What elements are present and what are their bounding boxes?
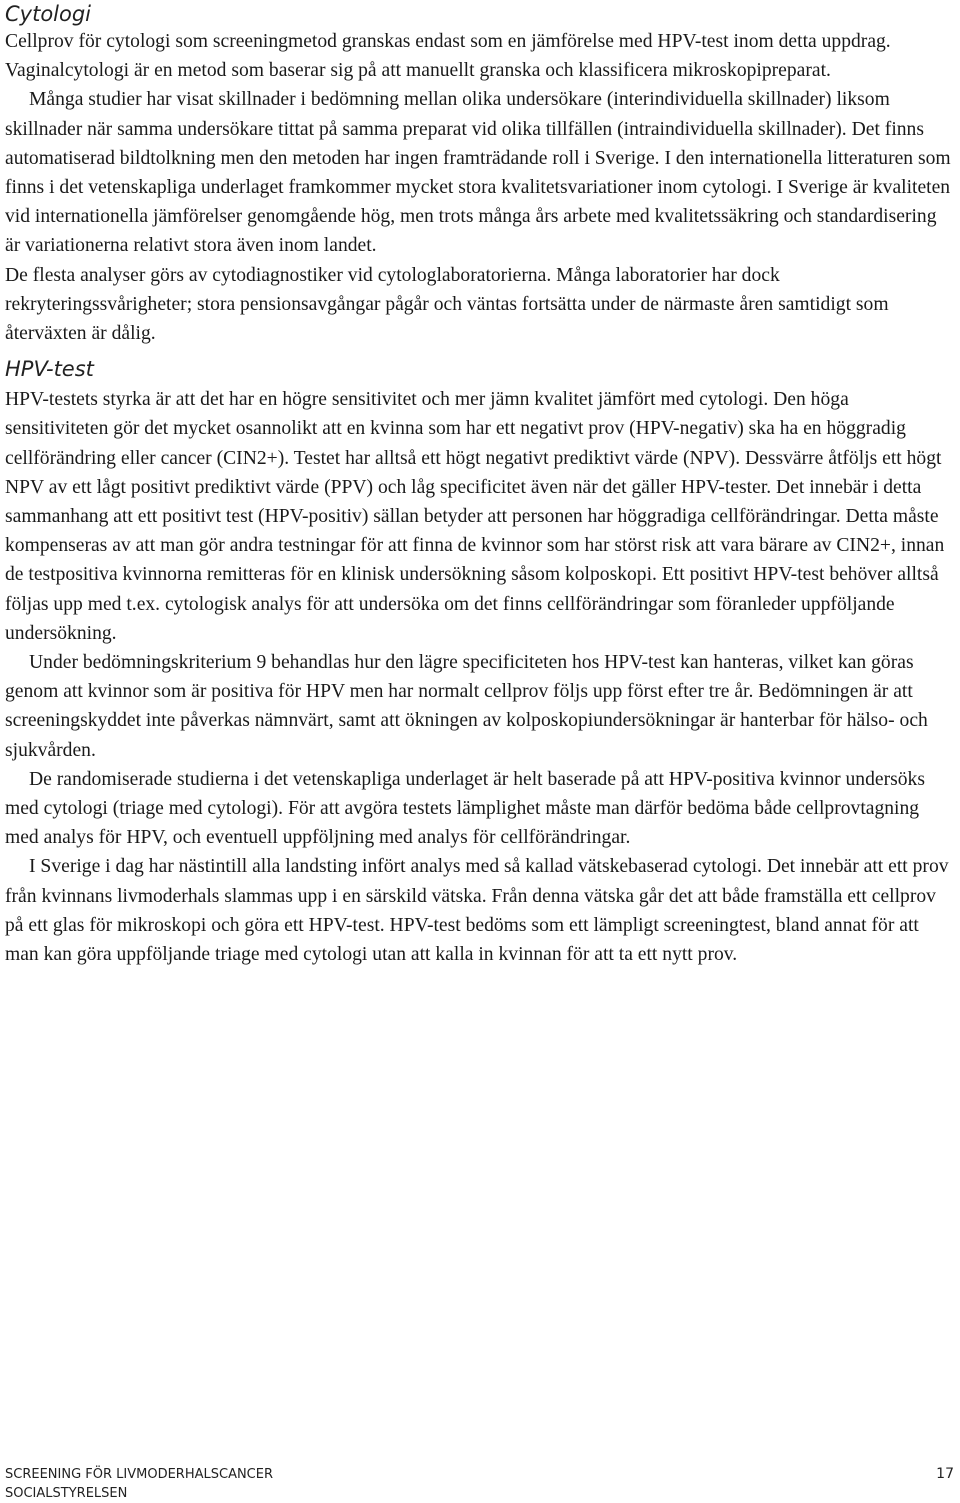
paragraph-hpv-4: I Sverige i dag har nästintill alla landsting infört analys med så kallad vätskebaserad cytologi. Det innebär att ett prov från kvinnans livmoderhals slammas upp i en särskild vätska. Från denna vätska går det att både framställa ett cellprov på ett glas för mikroskopi och göra ett HPV-test. HPV-test bedöms som ett lämpligt screeningtest, bland annat för att man kan göra uppföljande triage med cytologi utan att kalla in kvinnan för att ta ett nytt prov.: [5, 856, 949, 966]
section-heading-cytologi: Cytologi: [5, 2, 92, 26]
footer-publisher: SOCIALSTYRELSEN: [5, 1486, 128, 1501]
footer-publication-info: [5, 1465, 273, 1503]
page-number: 17: [936, 1466, 954, 1482]
document-page: [5, 0, 953, 969]
paragraph-cytologi-1: Cellprov för cytologi som screeningmetod granskas endast som en jämförelse med HPV-test inom detta uppdrag. Vaginalcytologi är en metod som baserar sig på att manuellt granska och klassificera mikroskopipreparat.: [5, 31, 891, 82]
paragraph-cytologi-2: Många studier har visat skillnader i bedömning mellan olika undersökare (interindividuella skillnader) liksom skillnader när samma undersökare tittat på samma preparat vid olika tillfällen (intraindividuella skillnader). Det finns automatiserad bildtolkning men den metoden har ingen framträdande roll i Sverige. I den internationella litteraturen som finns i det vetenskapliga underlaget framkommer mycket stora kvalitetsvariationer inom cytologi. I Sverige är kvaliteten vid internationella jämförelser genomgående hög, men trots många års arbete med kvalitetssäkring och standardisering är variationerna relativt stora även inom landet.: [5, 89, 951, 257]
paragraph-hpv-3: De randomiserade studierna i det vetenskapliga underlaget är helt baserade på att HPV-positiva kvinnor undersöks med cytologi (triage med cytologi). För att avgöra testets lämplighet måste man därför bedöma både cellprovtagning med analys för HPV, och eventuell uppföljning med analys för cellförändringar.: [5, 768, 925, 849]
paragraph-cytologi-3: De flesta analyser görs av cytodiagnostiker vid cytologlaboratorierna. Många laboratorier har dock rekryteringssvårigheter; stora pensionsavgångar pågår och väntas fortsätta under de närmaste åren samtidigt som återväxten är dålig.: [5, 264, 889, 345]
section-heading-hpv-test: HPV-test: [5, 357, 94, 382]
paragraph-hpv-1: HPV-testets styrka är att det har en högre sensitivitet och mer jämn kvalitet jämfört med cytologi. Den höga sensitiviteten gör det mycket osannolikt att en kvinna som har ett negativt prov (HPV-negativ) ska ha en höggradig cellförändring eller cancer (CIN2+). Testet har alltså ett högt negativt prediktivt värde (NPV). Dessvärre åtföljs ett högt NPV av ett lågt positivt prediktivt värde (PPV) och låg specificitet även när det gäller HPV-tester. Det innebär i detta sammanhang att ett positivt test (HPV-positiv) sällan betyder att personen har höggradiga cellförändringar. Detta måste kompenseras av att man gör andra testningar för att finna de kvinnor som har störst risk att vara bärare av CIN2+, innan de testpositiva kvinnorna remitteras för en klinisk undersökning såsom kolposkopi. Ett positivt HPV-test behöver alltså följas upp med t.ex. cytologisk analys för att undersöka om det finns cellförändringar som föranleder uppföljande undersökning.: [5, 389, 945, 644]
footer-report-title: SCREENING FÖR LIVMODERHALSCANCER: [5, 1467, 274, 1482]
paragraph-hpv-2: Under bedömningskriterium 9 behandlas hur den lägre specificiteten hos HPV-test kan hanteras, vilket kan göras genom att kvinnor som är positiva för HPV men har normalt cellprov följs upp först efter tre år. Bedömningen är att screeningskyddet inte påverkas nämnvärt, samt att ökningen av kolposkopiundersökningar är hanterbar för hälso- och sjukvården.: [5, 652, 928, 761]
